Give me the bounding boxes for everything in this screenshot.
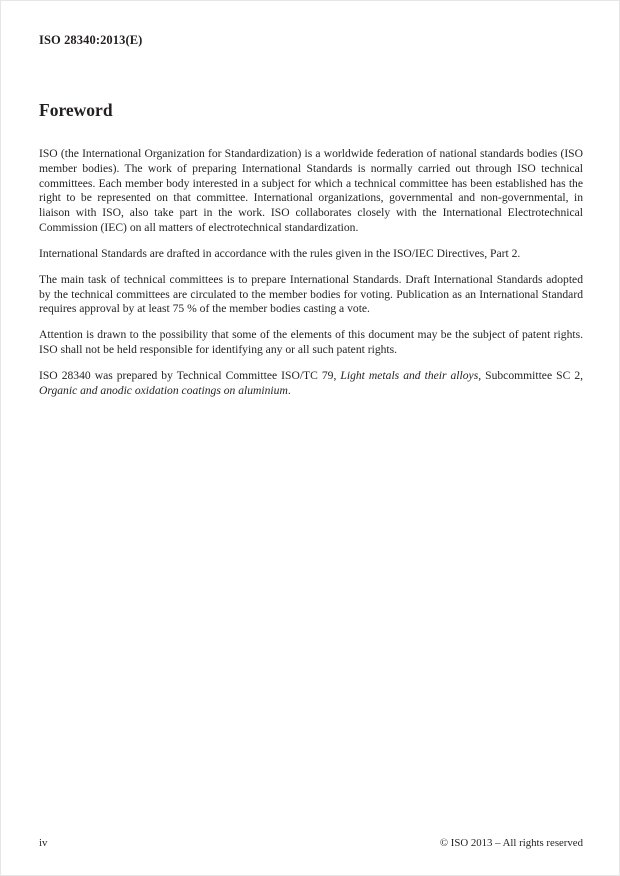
document-reference-header: ISO 28340:2013(E): [39, 33, 143, 47]
committee-title-italic: Light metals and their alloys,: [340, 368, 482, 382]
paragraph-patent-rights: Attention is drawn to the possibility that some of the elements of this document may be the subject of patent rights. ISO shall not be held responsible for identifying any or all such patent rights.: [39, 328, 583, 357]
page-content: [39, 1, 583, 410]
text-segment: Subcommittee SC 2,: [481, 368, 584, 382]
paragraph-main-task: The main task of technical committees is to prepare International Standards. Draft International Standards adopted by the technical committees are circulated to the member bodies for voting. Publication as an International Standard requires approval by at least 75 % of the member bodies casting a vote.: [39, 272, 583, 316]
subcommittee-title-italic: Organic and anodic oxidation coatings on aluminium: [39, 383, 288, 397]
text-segment: .: [287, 383, 291, 397]
paragraph-committee: [39, 369, 583, 399]
footer-copyright: © ISO 2013 – All rights reserved: [439, 837, 583, 849]
paragraph-directives: International Standards are drafted in accordance with the rules given in the ISO/IEC Directives, Part 2.: [39, 246, 521, 260]
paragraph-iso-federation: ISO (the International Organization for Standardization) is a worldwide federation of national standards bodies (ISO member bodies). The work of preparing International Standards is normally carried out through ISO technical committees. Each member body interested in a subject for which a technical committee has been established has the right to be represented on that committee. International organizations, governmental and non-governmental, in liaison with ISO, also take part in the work. ISO collaborates closely with the International Electrotechnical Commission (IEC) on all matters of electrotechnical standardization.: [39, 147, 583, 235]
footer-page-number: iv: [39, 837, 48, 849]
body-text: [39, 147, 583, 399]
page-title: Foreword: [39, 100, 113, 120]
page-footer: [39, 837, 583, 849]
text-segment: ISO 28340 was prepared by Technical Committee ISO/TC 79,: [39, 368, 341, 382]
